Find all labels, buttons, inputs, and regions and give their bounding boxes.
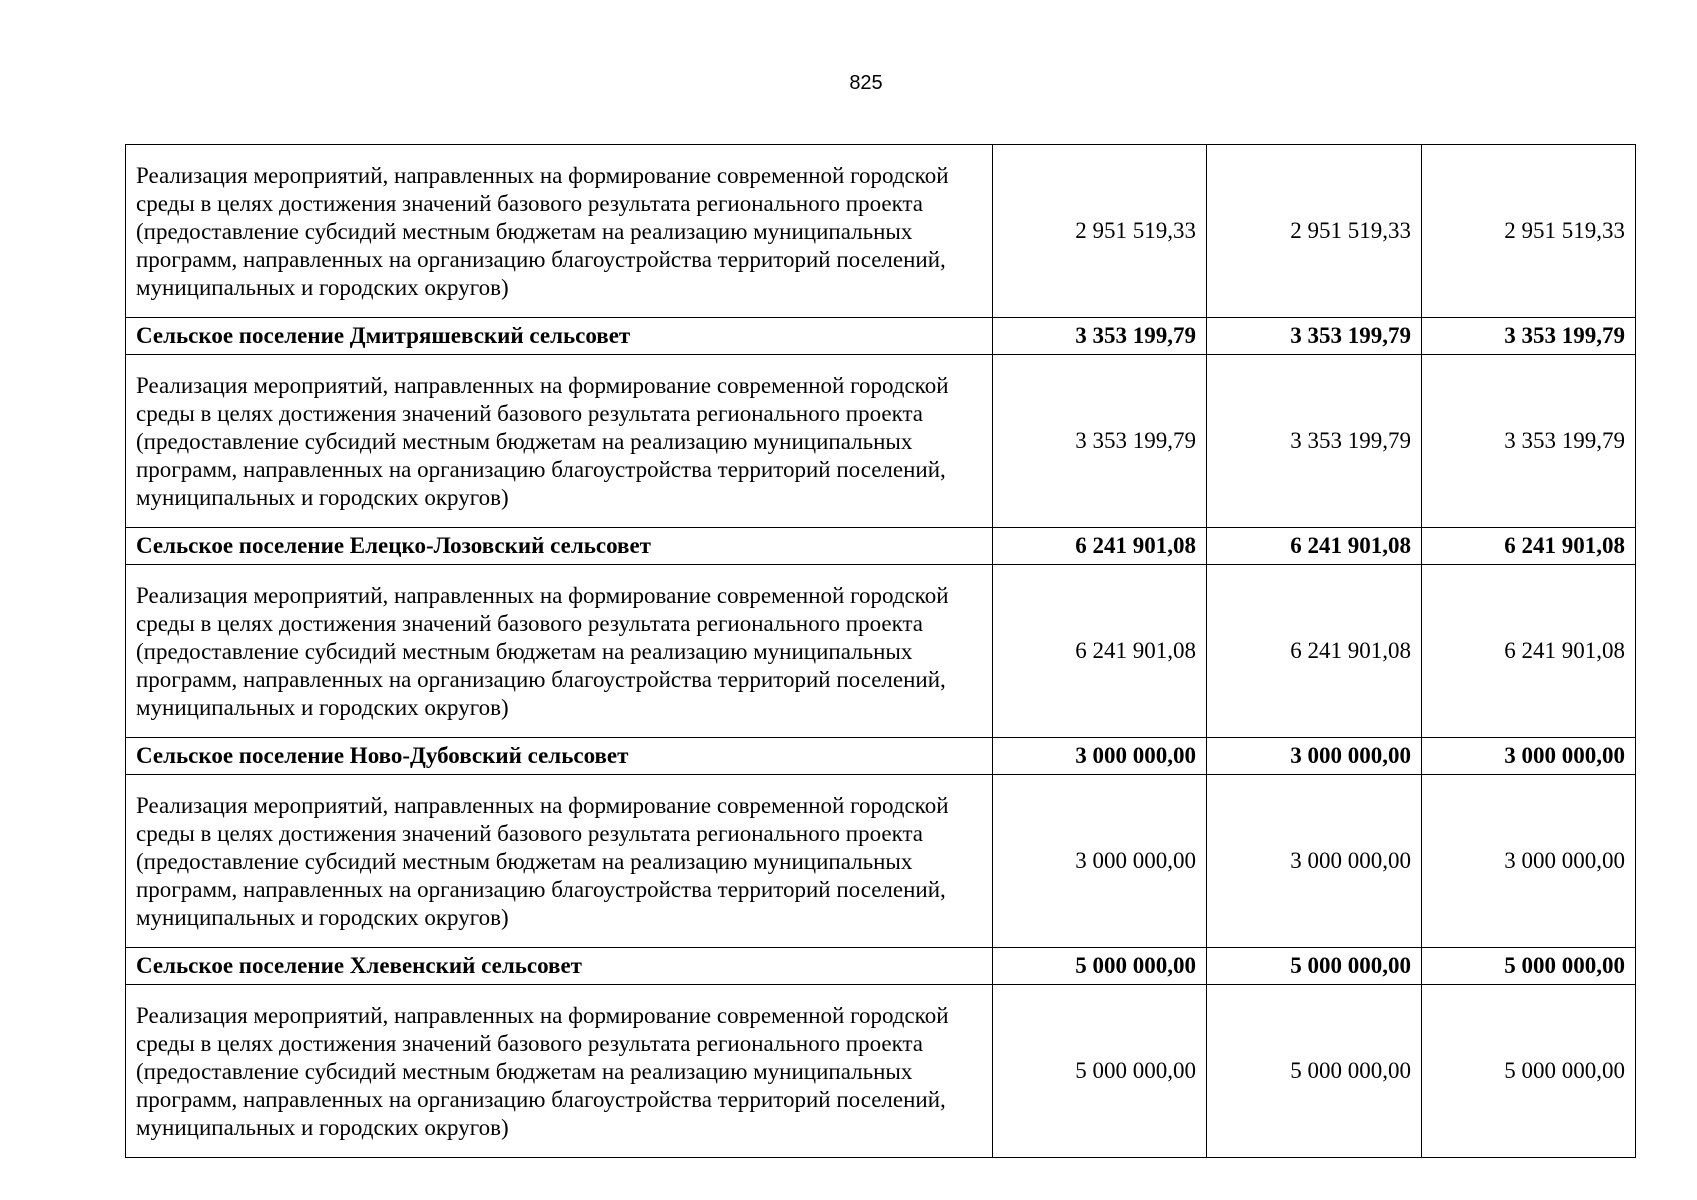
amount-year-2: 2 951 519,33 <box>1207 145 1422 318</box>
amount-year-3: 5 000 000,00 <box>1422 985 1636 1158</box>
row-label: Реализация мероприятий, направленных на формирование современной городской среды в целях достижения значений базового результата регионального проекта (предоставление субсидий местным бюджетам на реализацию муниципальных программ, направленных на организацию благоустройства территорий поселений, муниципальных и городских округов) <box>126 985 993 1158</box>
amount-year-1: 5 000 000,00 <box>993 985 1207 1158</box>
amount-year-1: 6 241 901,08 <box>993 565 1207 738</box>
amount-year-2: 5 000 000,00 <box>1207 985 1422 1158</box>
amount-year-2: 5 000 000,00 <box>1207 948 1422 985</box>
row-label: Сельское поселение Хлевенский сельсовет <box>126 948 993 985</box>
amount-year-1: 5 000 000,00 <box>993 948 1207 985</box>
page-number: 825 <box>849 72 883 94</box>
row-label: Сельское поселение Елецко-Лозовский сельсовет <box>126 528 993 565</box>
amount-year-3: 3 000 000,00 <box>1422 775 1636 948</box>
amount-year-2: 6 241 901,08 <box>1207 528 1422 565</box>
row-label: Реализация мероприятий, направленных на формирование современной городской среды в целях достижения значений базового результата регионального проекта (предоставление субсидий местным бюджетам на реализацию муниципальных программ, направленных на организацию благоустройства территорий поселений, муниципальных и городских округов) <box>126 775 993 948</box>
row-label: Реализация мероприятий, направленных на формирование современной городской среды в целях достижения значений базового результата регионального проекта (предоставление субсидий местным бюджетам на реализацию муниципальных программ, направленных на организацию благоустройства территорий поселений, муниципальных и городских округов) <box>126 355 993 528</box>
table-row-item <box>126 775 1636 948</box>
amount-year-1: 3 000 000,00 <box>993 775 1207 948</box>
amount-year-3: 3 353 199,79 <box>1422 318 1636 355</box>
amount-year-3: 5 000 000,00 <box>1422 948 1636 985</box>
amount-year-3: 2 951 519,33 <box>1422 145 1636 318</box>
amount-year-1: 3 353 199,79 <box>993 355 1207 528</box>
amount-year-2: 6 241 901,08 <box>1207 565 1422 738</box>
amount-year-2: 3 000 000,00 <box>1207 775 1422 948</box>
amount-year-2: 3 353 199,79 <box>1207 355 1422 528</box>
amount-year-1: 3 353 199,79 <box>993 318 1207 355</box>
table-row-item <box>126 355 1636 528</box>
row-label: Сельское поселение Дмитряшевский сельсовет <box>126 318 993 355</box>
row-label: Реализация мероприятий, направленных на формирование современной городской среды в целях достижения значений базового результата регионального проекта (предоставление субсидий местным бюджетам на реализацию муниципальных программ, направленных на организацию благоустройства территорий поселений, муниципальных и городских округов) <box>126 145 993 318</box>
amount-year-3: 6 241 901,08 <box>1422 565 1636 738</box>
budget-table-body <box>126 145 1636 1158</box>
table-row-group <box>126 318 1636 355</box>
budget-table <box>125 144 1636 1158</box>
row-label: Реализация мероприятий, направленных на формирование современной городской среды в целях достижения значений базового результата регионального проекта (предоставление субсидий местным бюджетам на реализацию муниципальных программ, направленных на организацию благоустройства территорий поселений, муниципальных и городских округов) <box>126 565 993 738</box>
table-row-group <box>126 528 1636 565</box>
amount-year-2: 3 353 199,79 <box>1207 318 1422 355</box>
row-label: Сельское поселение Ново-Дубовский сельсовет <box>126 738 993 775</box>
amount-year-3: 3 000 000,00 <box>1422 738 1636 775</box>
amount-year-2: 3 000 000,00 <box>1207 738 1422 775</box>
amount-year-1: 6 241 901,08 <box>993 528 1207 565</box>
table-row-item <box>126 985 1636 1158</box>
amount-year-3: 6 241 901,08 <box>1422 528 1636 565</box>
amount-year-1: 2 951 519,33 <box>993 145 1207 318</box>
table-row-item <box>126 565 1636 738</box>
amount-year-3: 3 353 199,79 <box>1422 355 1636 528</box>
table-row-group <box>126 948 1636 985</box>
table-row-group <box>126 738 1636 775</box>
amount-year-1: 3 000 000,00 <box>993 738 1207 775</box>
table-row-item <box>126 145 1636 318</box>
